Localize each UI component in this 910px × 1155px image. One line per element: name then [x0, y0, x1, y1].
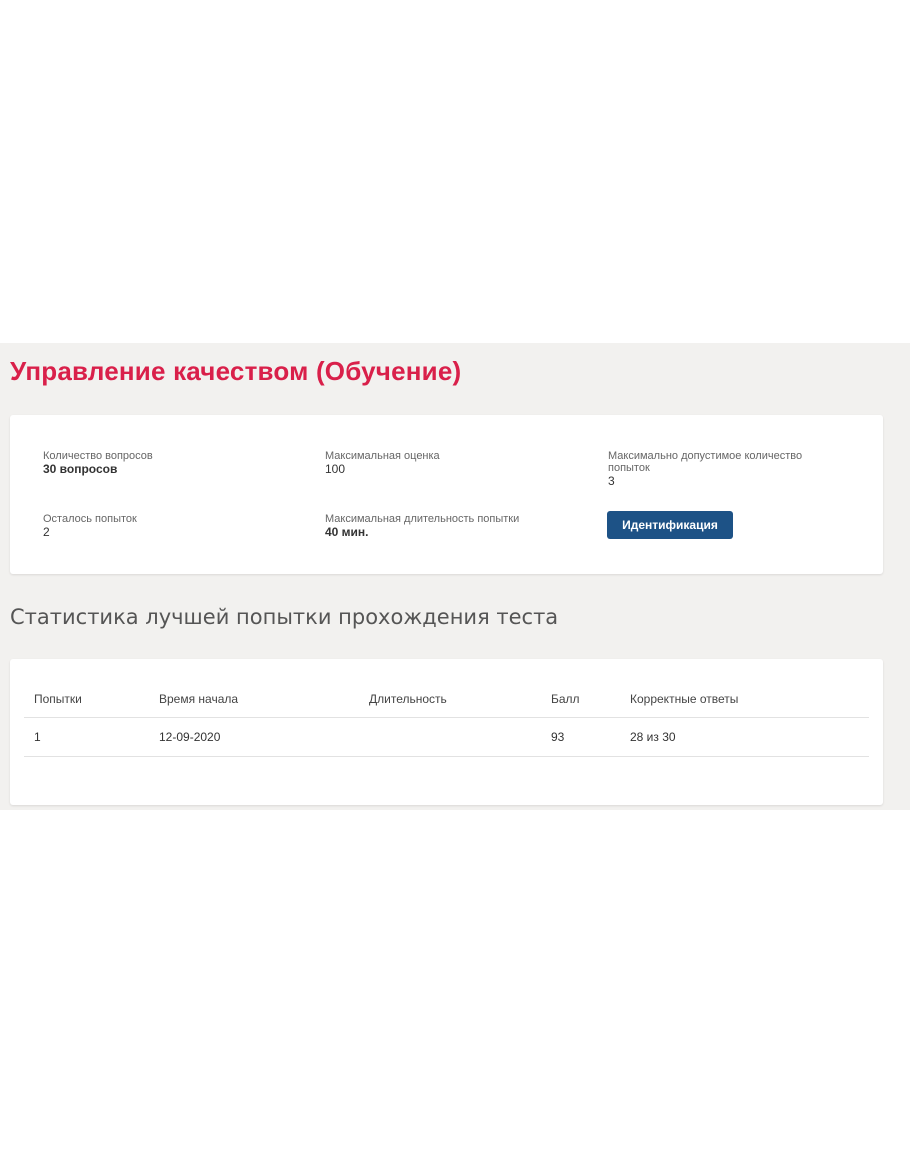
questions-count-item: [43, 450, 273, 476]
max-duration-value: 40 мин.: [325, 525, 369, 539]
cell-start-time: 12-09-2020: [149, 718, 359, 757]
max-attempts-item: [608, 450, 823, 488]
questions-count-value: 30 вопросов: [43, 462, 118, 476]
column-header-start-time: Время начала: [149, 681, 359, 718]
column-header-score: Балл: [541, 681, 620, 718]
column-header-attempts: Попытки: [24, 681, 149, 718]
page-title: Управление качеством (Обучение): [10, 356, 462, 386]
cell-duration: [359, 718, 541, 757]
cell-attempt: 1: [24, 718, 149, 757]
max-duration-label: Максимальная длительность попытки: [325, 513, 520, 525]
max-duration-item: [325, 513, 555, 539]
cell-score: 93: [541, 718, 620, 757]
stats-card: [10, 659, 883, 805]
max-score-label: Максимальная оценка: [325, 450, 440, 462]
table-header-row: [24, 681, 869, 718]
cell-correct-answers: 28 из 30: [620, 718, 869, 757]
table-row: [24, 718, 869, 757]
attempts-left-label: Осталось попыток: [43, 513, 137, 525]
max-score-value: 100: [325, 462, 346, 476]
questions-count-label: Количество вопросов: [43, 450, 153, 462]
max-attempts-value: 3: [608, 474, 615, 488]
column-header-correct-answers: Корректные ответы: [620, 681, 869, 718]
attempts-left-value: 2: [43, 525, 50, 539]
max-score-item: [325, 450, 555, 476]
column-header-duration: Длительность: [359, 681, 541, 718]
test-info-screen: [0, 343, 910, 810]
attempts-left-item: [43, 513, 273, 539]
stats-section-title: Статистика лучшей попытки прохождения теста: [10, 605, 559, 629]
stats-table: [24, 681, 869, 757]
max-attempts-label: Максимально допустимое количество попыток: [608, 450, 803, 474]
test-info-card: [10, 415, 883, 574]
identification-button[interactable]: Идентификация: [607, 511, 733, 539]
